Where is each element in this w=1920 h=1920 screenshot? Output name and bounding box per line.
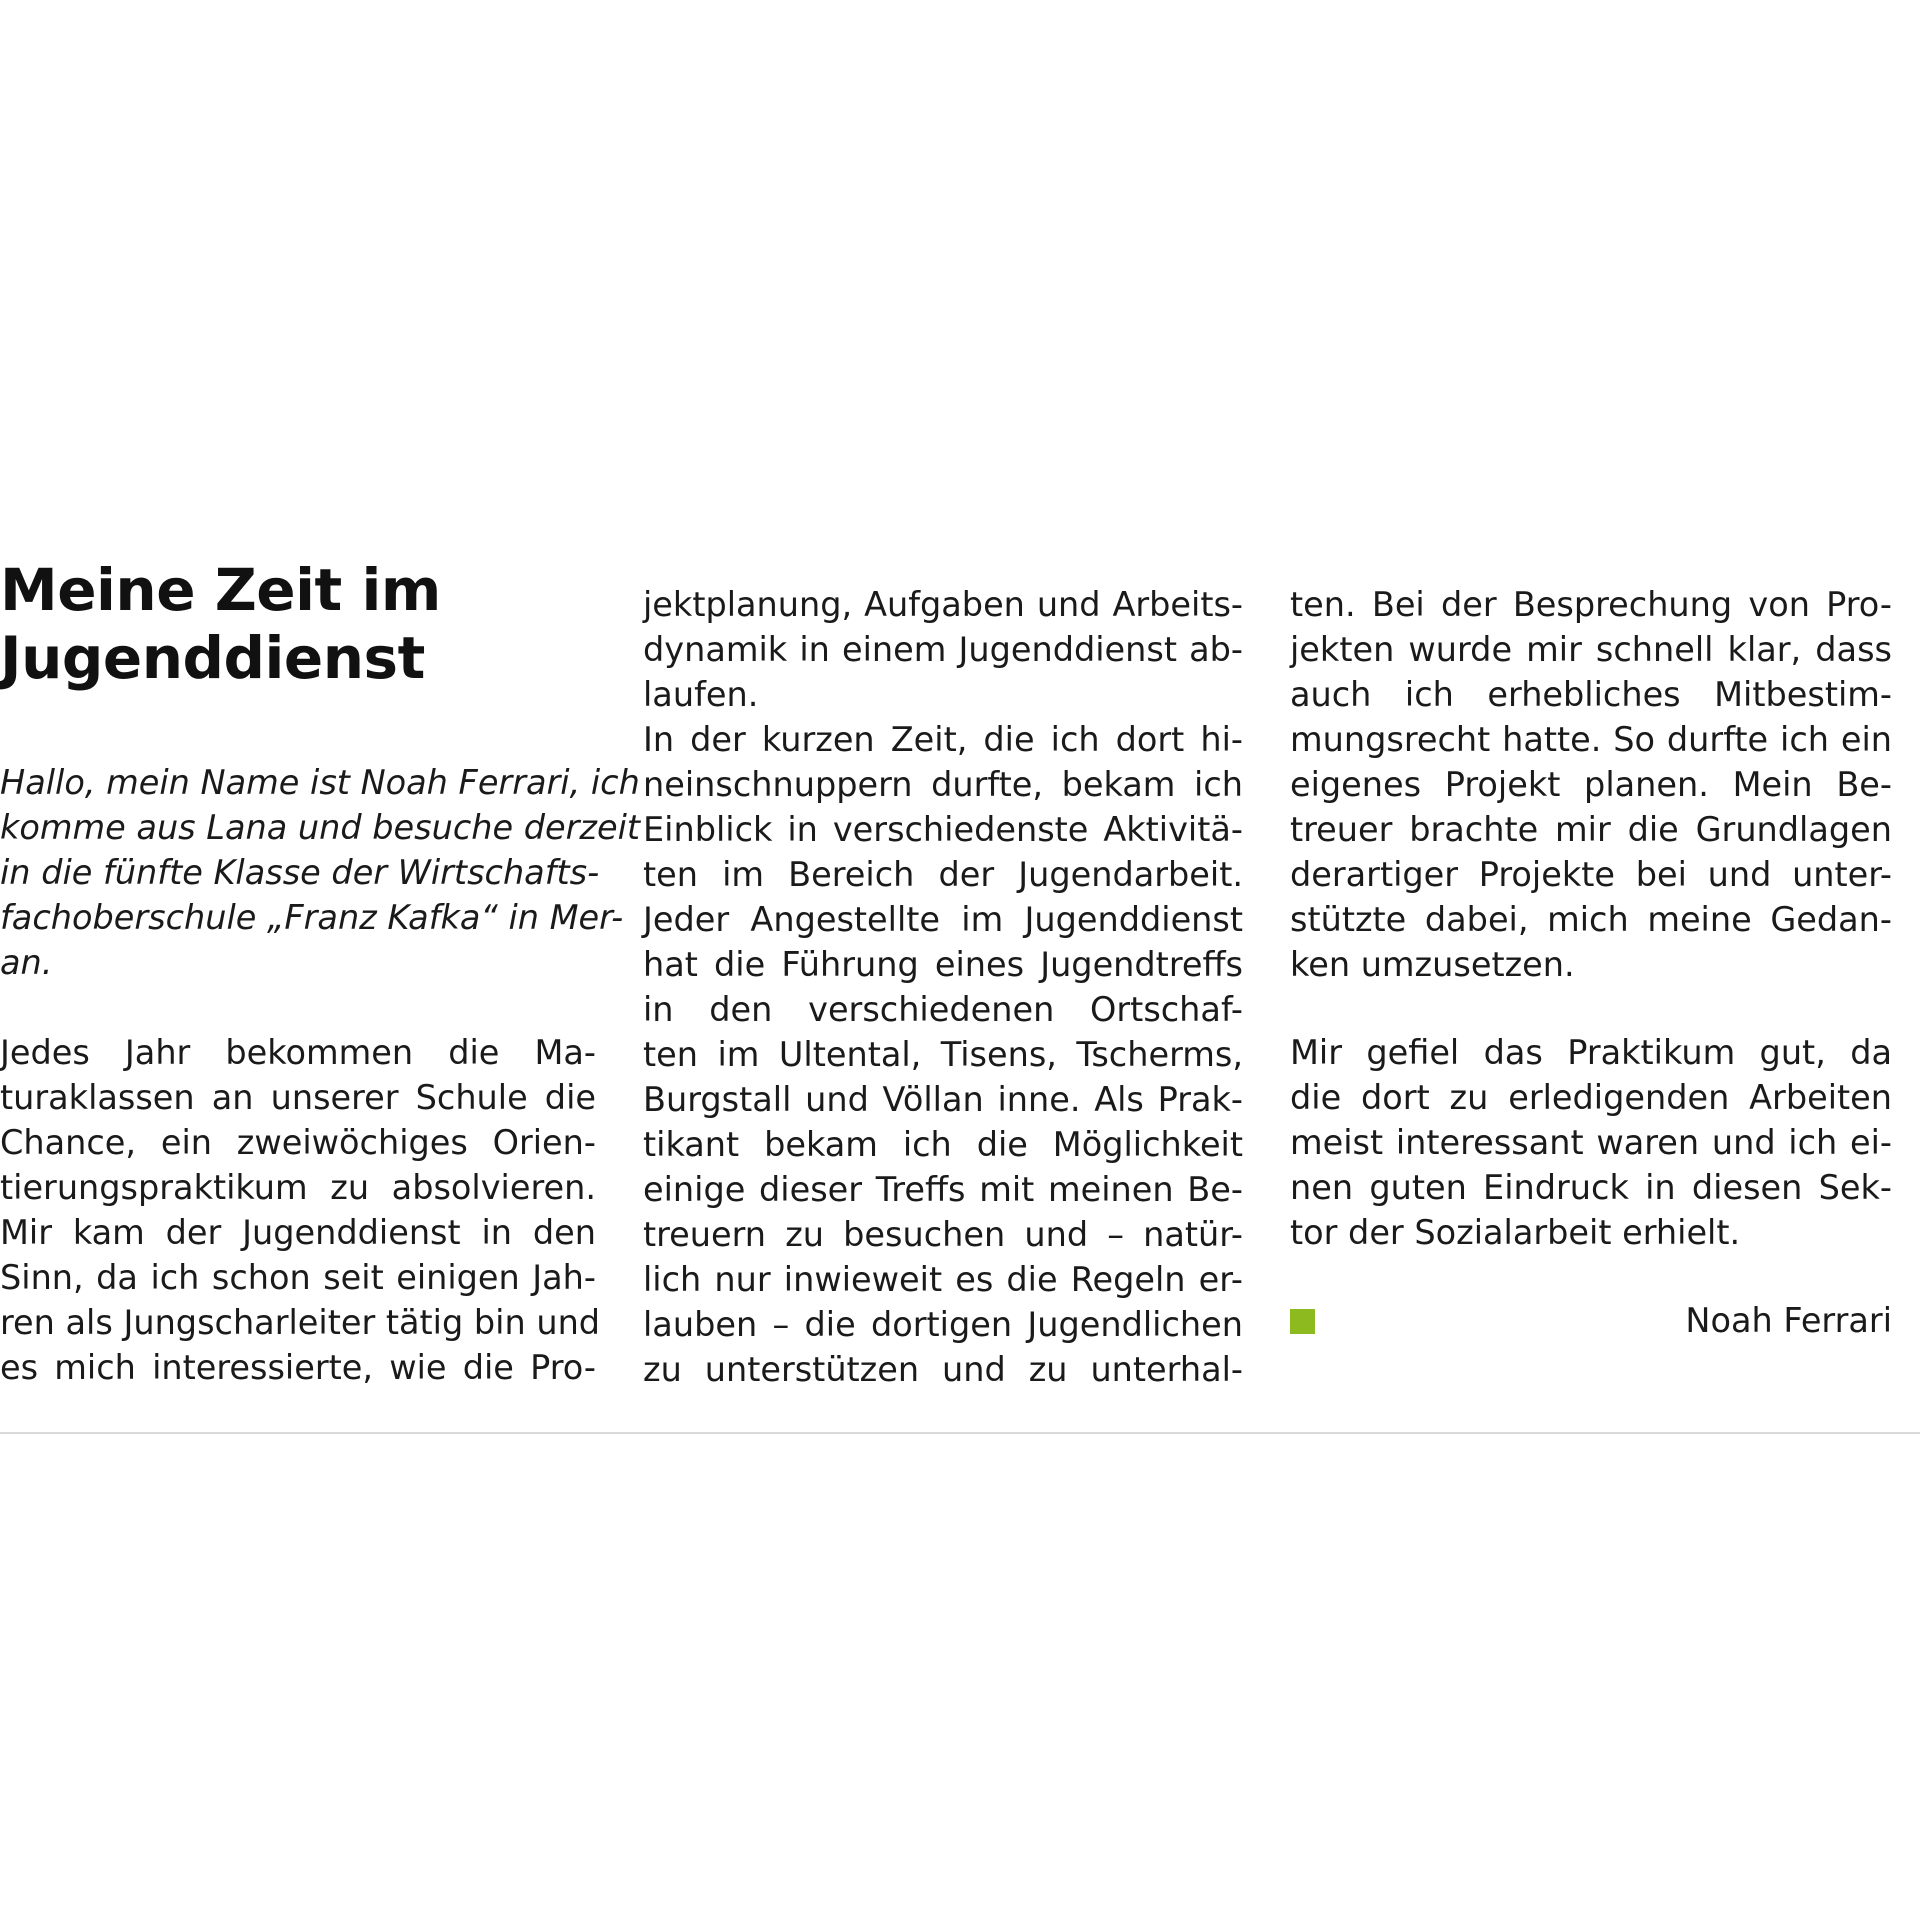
text-line: ten im Ultental, Tisens, Tscherms,	[643, 1035, 1243, 1074]
text-line: ken umzusetzen.	[1290, 945, 1575, 984]
text-line: einige dieser Treffs mit meinen Be-	[643, 1170, 1243, 1209]
text-line: Hallo, mein Name ist Noah Ferrari, ich	[0, 763, 640, 802]
text-line: stützte dabei, mich meine Gedan-	[1290, 900, 1892, 939]
body-paragraph-1	[0, 1030, 601, 1390]
text-line: nen guten Eindruck in diesen Sek-	[1290, 1168, 1892, 1207]
text-line: Jedes Jahr bekommen die Ma-	[0, 1033, 596, 1072]
article-title	[0, 556, 600, 692]
text-line: neinschnuppern durfte, bekam ich	[643, 765, 1243, 804]
text-line: jektplanung, Aufgaben und Arbeits-	[643, 585, 1243, 624]
title-line: Jugenddienst	[0, 624, 425, 692]
text-line: ten im Bereich der Jugendarbeit.	[643, 855, 1243, 894]
end-of-article-square-icon	[1290, 1309, 1315, 1334]
body-column-2	[643, 582, 1243, 1392]
text-line: fachoberschule „Franz Kafka“ in Mer-	[0, 898, 624, 937]
text-line: lich nur inwieweit es die Regeln er-	[643, 1260, 1243, 1299]
text-line: dynamik in einem Jugenddienst ab-	[643, 630, 1243, 669]
text-line: zu unterstützen und zu unterhal-	[643, 1350, 1243, 1389]
text-line: Sinn, da ich schon seit einigen Jah-	[0, 1258, 596, 1297]
text-line: in die fünfte Klasse der Wirtschafts-	[0, 853, 600, 892]
text-line: Jeder Angestellte im Jugenddienst	[643, 900, 1243, 939]
text-line: Burgstall und Völlan inne. Als Prak-	[643, 1080, 1243, 1119]
text-line: hat die Führung eines Jugendtreffs	[643, 945, 1243, 984]
text-line: es mich interessierte, wie die Pro-	[0, 1348, 596, 1387]
text-line: komme aus Lana und besuche derzeit	[0, 808, 641, 847]
text-line: Chance, ein zweiwöchiges Orien-	[0, 1123, 596, 1162]
text-line: ten. Bei der Besprechung von Pro-	[1290, 585, 1892, 624]
text-line: meist interessant waren und ich ei-	[1290, 1123, 1892, 1162]
text-line: auch ich erhebliches Mitbestim-	[1290, 675, 1892, 714]
intro-paragraph	[0, 760, 641, 985]
text-line: mungsrecht hatte. So durfte ich ein	[1290, 720, 1892, 759]
text-line: Einblick in verschiedenste Aktivitä-	[643, 810, 1243, 849]
text-line: eigenes Projekt planen. Mein Be-	[1290, 765, 1892, 804]
text-line: lauben – die dortigen Jugendlichen	[643, 1305, 1243, 1344]
text-line: in den verschiedenen Ortschaf-	[643, 990, 1243, 1029]
text-line: treuern zu besuchen und – natür-	[643, 1215, 1243, 1254]
text-line: Mir kam der Jugenddienst in den	[0, 1213, 596, 1252]
bottom-divider	[0, 1432, 1920, 1434]
text-line: laufen.	[643, 675, 759, 714]
text-line: tor der Sozialarbeit erhielt.	[1290, 1213, 1741, 1252]
text-line: tikant bekam ich die Möglichkeit	[643, 1125, 1243, 1164]
text-line: turaklassen an unserer Schule die	[0, 1078, 596, 1117]
text-line: derartiger Projekte bei und unter-	[1290, 855, 1892, 894]
text-line: ren als Jungscharleiter tätig bin und	[0, 1303, 601, 1342]
text-line: treuer brachte mir die Grundlagen	[1290, 810, 1892, 849]
text-line: tierungspraktikum zu absolvieren.	[0, 1168, 596, 1207]
title-line: Meine Zeit im	[0, 556, 441, 624]
body-column-3-paragraph-1	[1290, 582, 1892, 987]
author-signature: Noah Ferrari	[1685, 1301, 1892, 1340]
text-line: Mir gefiel das Praktikum gut, da	[1290, 1033, 1892, 1072]
text-line: die dort zu erledigenden Arbeiten	[1290, 1078, 1892, 1117]
body-column-3-paragraph-2	[1290, 1030, 1892, 1255]
text-line: jekten wurde mir schnell klar, dass	[1290, 630, 1892, 669]
text-line: an.	[0, 943, 53, 982]
text-line: In der kurzen Zeit, die ich dort hi-	[643, 720, 1243, 759]
